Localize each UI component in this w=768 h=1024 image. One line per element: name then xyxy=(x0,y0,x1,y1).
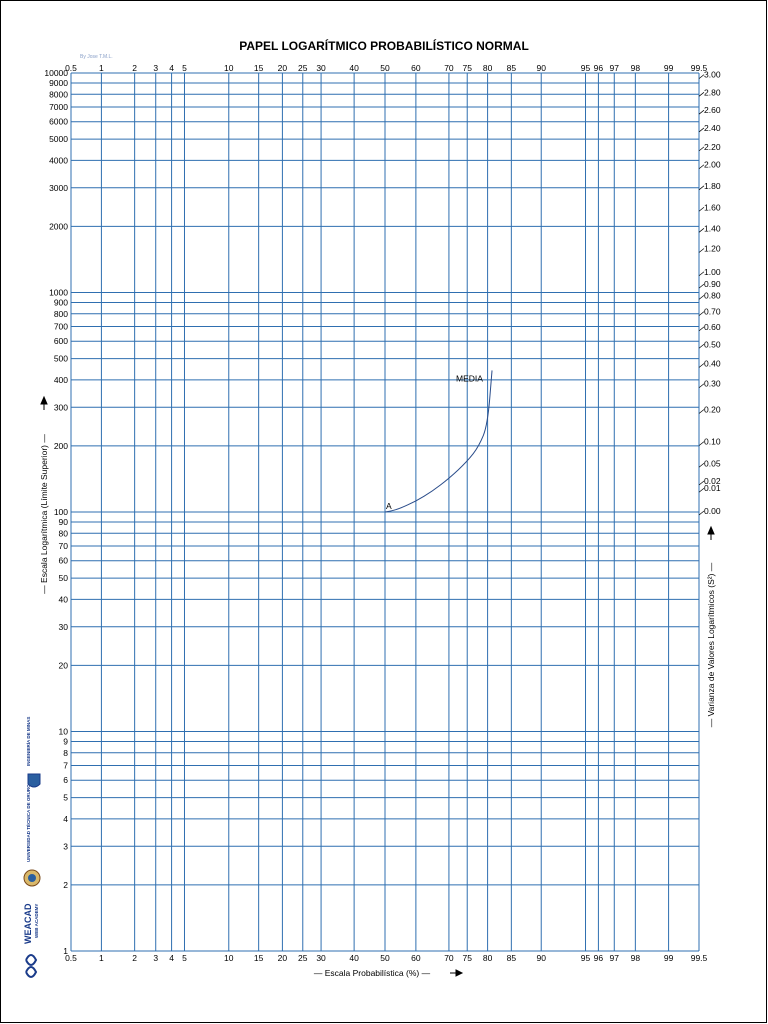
y-axis-label: — Escala Logarítmica (Límite Superior) — xyxy=(39,434,49,594)
y-tick-label: 400 xyxy=(53,374,68,385)
y-tick-label: 100 xyxy=(53,507,68,517)
y2-tick-label: 0.01 xyxy=(704,483,721,494)
y-tick-label: 1 xyxy=(63,946,68,956)
y-tick-label: 7000 xyxy=(49,102,68,113)
y2-tick-label: 0.60 xyxy=(704,321,721,332)
x-tick-label-bottom: 50 xyxy=(380,953,390,963)
x-tick-label-bottom: 85 xyxy=(506,953,517,963)
point-a-label: A xyxy=(386,501,392,511)
x-tick-label-top: 75 xyxy=(462,63,472,73)
svg-text:WEACAD: WEACAD xyxy=(23,903,33,944)
x-tick-label-top: 20 xyxy=(277,63,288,73)
y-tick-label: 500 xyxy=(53,353,68,364)
x-tick-label-top: 40 xyxy=(349,63,359,73)
chart-title: PAPEL LOGARÍTMICO PROBABILÍSTICO NORMAL xyxy=(239,39,529,53)
y-tick-label: 5 xyxy=(63,792,68,803)
x-tick-label-top: 15 xyxy=(253,63,264,73)
y2-tick-label: 0.80 xyxy=(704,290,721,301)
y-tick-label: 1000 xyxy=(49,287,68,298)
y-tick-label: 20 xyxy=(58,660,68,671)
x-tick-label-bottom: 98 xyxy=(630,953,641,963)
y-tick-label: 4 xyxy=(63,813,68,824)
y-tick-label: 7 xyxy=(63,760,68,771)
y2-tick-label: 2.00 xyxy=(704,159,721,170)
y-tick-label: 900 xyxy=(53,297,68,308)
y-tick-label: 700 xyxy=(53,321,68,332)
svg-text:UNIVERSIDAD TÉCNICA DE ORURO: UNIVERSIDAD TÉCNICA DE ORURO xyxy=(26,784,31,862)
y2-tick-label: 0.10 xyxy=(704,436,721,447)
y-tick-label: 70 xyxy=(58,541,68,552)
y2-axis-label: — Varianza de Valores Logarítmicos (S²) — xyxy=(706,562,716,728)
y-tick-label: 300 xyxy=(53,402,68,413)
y-tick-label: 60 xyxy=(58,555,68,566)
x-tick-label-bottom: 20 xyxy=(277,953,288,963)
y2-tick-label: 0.05 xyxy=(704,458,721,469)
ingenieria-logo xyxy=(24,717,40,787)
y2-tick-label: 1.40 xyxy=(704,223,721,234)
x-tick-label-bottom: 99.5 xyxy=(690,953,708,963)
x-tick-label-top: 10 xyxy=(224,63,234,73)
y-tick-label: 50 xyxy=(58,573,68,584)
x-tick-label-top: 98 xyxy=(630,63,641,73)
x-tick-label-top: 99.5 xyxy=(690,63,708,73)
x-tick-label-top: 85 xyxy=(506,63,517,73)
x-tick-label-top: 99 xyxy=(663,63,674,73)
y2-tick-label: 2.20 xyxy=(704,141,721,152)
y-tick-label: 80 xyxy=(58,528,68,539)
y2-tick-label: 0.70 xyxy=(704,306,721,317)
y2-tick-label: 0.20 xyxy=(704,404,721,415)
y2-tick-label: 0.90 xyxy=(704,279,721,290)
x-tick-label-top: 96 xyxy=(593,63,604,73)
x-tick-label-bottom: 75 xyxy=(462,953,472,963)
y2-tick-label: 2.40 xyxy=(704,122,721,133)
y-tick-label: 3 xyxy=(63,841,68,852)
x-tick-label-bottom: 70 xyxy=(444,953,454,963)
y2-tick-label: 0.50 xyxy=(704,339,721,350)
x-tick-label-bottom: 40 xyxy=(349,953,359,963)
x-tick-label-bottom: 95 xyxy=(580,953,591,963)
y2-axis-arrow-icon xyxy=(708,527,714,540)
y-tick-label: 4000 xyxy=(49,155,68,166)
y2-tick-label: 0.30 xyxy=(704,378,721,389)
media-curve xyxy=(385,371,492,512)
x-tick-label-top: 50 xyxy=(380,63,390,73)
y-tick-label: 6000 xyxy=(49,116,68,127)
y-tick-label: 600 xyxy=(53,336,68,347)
x-tick-label-top: 25 xyxy=(298,63,308,73)
x-tick-label-top: 4 xyxy=(169,63,174,73)
y-tick-label: 6 xyxy=(63,775,68,786)
y2-tick-label: 0.00 xyxy=(704,506,721,516)
y-tick-label: 9 xyxy=(63,736,68,747)
x-tick-label-bottom: 10 xyxy=(224,953,234,963)
x-tick-label-top: 90 xyxy=(536,63,546,73)
y2-tick-label: 1.00 xyxy=(704,266,721,277)
weacad-logo xyxy=(23,903,39,977)
y2-tick-label: 1.20 xyxy=(704,243,721,254)
x-tick-label-bottom: 90 xyxy=(536,953,546,963)
y-tick-label: 90 xyxy=(58,517,68,528)
x-tick-label-bottom: 5 xyxy=(182,953,187,963)
y-tick-label: 30 xyxy=(58,621,68,632)
x-tick-label-top: 3 xyxy=(153,63,159,73)
y-tick-label: 8 xyxy=(63,747,68,758)
y2-tick-label: 3.00 xyxy=(704,69,721,80)
svg-text:WEB ACADEMY: WEB ACADEMY xyxy=(34,903,39,938)
y2-tick-label: 0.02 xyxy=(704,475,721,486)
y-tick-label: 40 xyxy=(58,594,68,605)
x-tick-label-bottom: 2 xyxy=(132,953,138,963)
y-tick-label: 800 xyxy=(53,308,68,319)
universidad-logo xyxy=(24,784,40,886)
x-tick-label-top: 1 xyxy=(99,63,104,73)
y-axis-arrow-icon xyxy=(41,397,47,410)
media-label: MEDIA xyxy=(456,373,483,384)
x-tick-label-top: 0.5 xyxy=(65,63,77,73)
y-tick-label: 10000 xyxy=(44,68,68,78)
x-tick-label-bottom: 97 xyxy=(609,953,620,963)
x-tick-label-top: 30 xyxy=(316,63,326,73)
y-tick-label: 2 xyxy=(63,879,68,890)
x-tick-label-top: 2 xyxy=(132,63,138,73)
x-tick-label-bottom: 4 xyxy=(169,953,174,963)
x-tick-label-bottom: 99 xyxy=(663,953,674,963)
y-tick-label: 200 xyxy=(53,440,68,451)
y-tick-label: 3000 xyxy=(49,182,68,193)
y-tick-label: 9000 xyxy=(49,78,68,89)
x-tick-label-bottom: 60 xyxy=(411,953,421,963)
x-tick-label-top: 70 xyxy=(444,63,454,73)
author-credit: By Jose T.M.L. xyxy=(80,54,113,60)
x-tick-label-bottom: 25 xyxy=(298,953,308,963)
variance-scale xyxy=(699,70,721,516)
x-tick-label-bottom: 96 xyxy=(593,953,604,963)
y-tick-label: 8000 xyxy=(49,89,68,100)
x-axis-arrow-icon xyxy=(450,970,462,976)
x-tick-label-top: 5 xyxy=(182,63,187,73)
x-tick-label-bottom: 0.5 xyxy=(65,953,77,963)
x-tick-label-top: 97 xyxy=(609,63,620,73)
x-tick-label-top: 95 xyxy=(580,63,591,73)
x-tick-label-bottom: 80 xyxy=(482,953,493,963)
x-tick-label-top: 80 xyxy=(482,63,493,73)
x-tick-label-bottom: 30 xyxy=(316,953,326,963)
tick-labels xyxy=(44,63,707,963)
y2-tick-label: 1.60 xyxy=(704,202,721,213)
y2-tick-label: 2.60 xyxy=(704,105,721,116)
x-tick-label-bottom: 15 xyxy=(253,953,264,963)
y2-tick-label: 0.40 xyxy=(704,358,721,369)
y2-tick-label: 1.80 xyxy=(704,180,721,191)
x-tick-label-top: 60 xyxy=(411,63,421,73)
y-tick-label: 2000 xyxy=(49,221,68,232)
x-tick-label-bottom: 3 xyxy=(153,953,159,963)
svg-text:INGENIERÍA DE MINAS: INGENIERÍA DE MINAS xyxy=(26,716,31,766)
x-tick-label-bottom: 1 xyxy=(99,953,104,963)
x-axis-label: — Escala Probabilística (%) — xyxy=(313,968,431,978)
y-tick-label: 10 xyxy=(58,726,68,737)
y2-tick-label: 2.80 xyxy=(704,87,721,98)
series-layer xyxy=(385,371,492,512)
y-tick-label: 5000 xyxy=(49,134,68,145)
